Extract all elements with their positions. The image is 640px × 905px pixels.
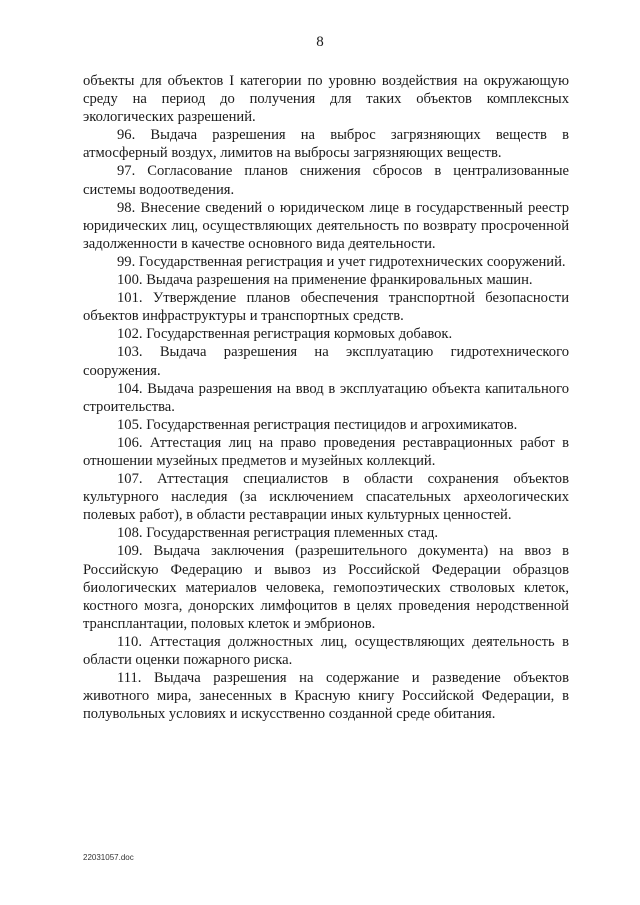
footer-doc-id: 22031057.doc: [83, 853, 134, 862]
list-item-108: 108. Государственная регистрация племенных стад.: [117, 525, 439, 542]
list-item-111: 111. Выдача разрешения на содержание и разведение объектов животного мира, занесенных в Красную книгу Российской Федерации, в полувольных условиях и искусственно созданной среде обитания.: [83, 670, 569, 723]
list-item-96: 96. Выдача разрешения на выброс загрязняющих веществ в атмосферный воздух, лимитов на выбросы загрязняющих веществ.: [83, 127, 569, 162]
page-number: 8: [316, 34, 324, 50]
document-body: [83, 72, 569, 723]
paragraph-continuation: объекты для объектов I категории по уровню воздействия на окружающую среду на период до получения для таких объектов комплексных экологических разрешений.: [83, 73, 569, 126]
list-item-105: 105. Государственная регистрация пестицидов и агрохимикатов.: [117, 416, 518, 433]
list-item-98: 98. Внесение сведений о юридическом лице в государственный реестр юридических лиц, осуществляющих деятельность по возврату просроченной задолженности в качестве основного вида деятельности.: [83, 199, 569, 252]
list-item-103: 103. Выдача разрешения на эксплуатацию гидротехнического сооружения.: [83, 344, 569, 379]
list-item-109: 109. Выдача заключения (разрешительного документа) на ввоз в Российскую Федерацию и вывоз из Российской Федерации образцов биологических материалов человека, гемопоэтических стволовых клеток, костного мозга, донорских лимфоцитов в целях проведения неродственной трансплантации, половых клеток и эмбрионов.: [83, 543, 569, 632]
list-item-99: 99. Государственная регистрация и учет гидротехнических сооружений.: [117, 253, 566, 270]
list-item-102: 102. Государственная регистрация кормовых добавок.: [117, 326, 453, 343]
list-item-97: 97. Согласование планов снижения сбросов в централизованные системы водоотведения.: [83, 163, 569, 198]
list-item-107: 107. Аттестация специалистов в области сохранения объектов культурного наследия (за исключением спасательных археологических полевых работ), в области реставрации иных культурных ценностей.: [83, 471, 569, 524]
list-item-110: 110. Аттестация должностных лиц, осуществляющих деятельность в области оценки пожарного риска.: [83, 633, 569, 668]
list-item-104: 104. Выдача разрешения на ввод в эксплуатацию объекта капитального строительства.: [83, 380, 569, 415]
list-item-106: 106. Аттестация лиц на право проведения реставрационных работ в отношении музейных предметов и музейных коллекций.: [83, 434, 569, 469]
list-item-101: 101. Утверждение планов обеспечения транспортной безопасности объектов инфраструктуры и транспортных средств.: [83, 290, 569, 325]
list-item-100: 100. Выдача разрешения на применение франкировальных машин.: [117, 272, 533, 289]
